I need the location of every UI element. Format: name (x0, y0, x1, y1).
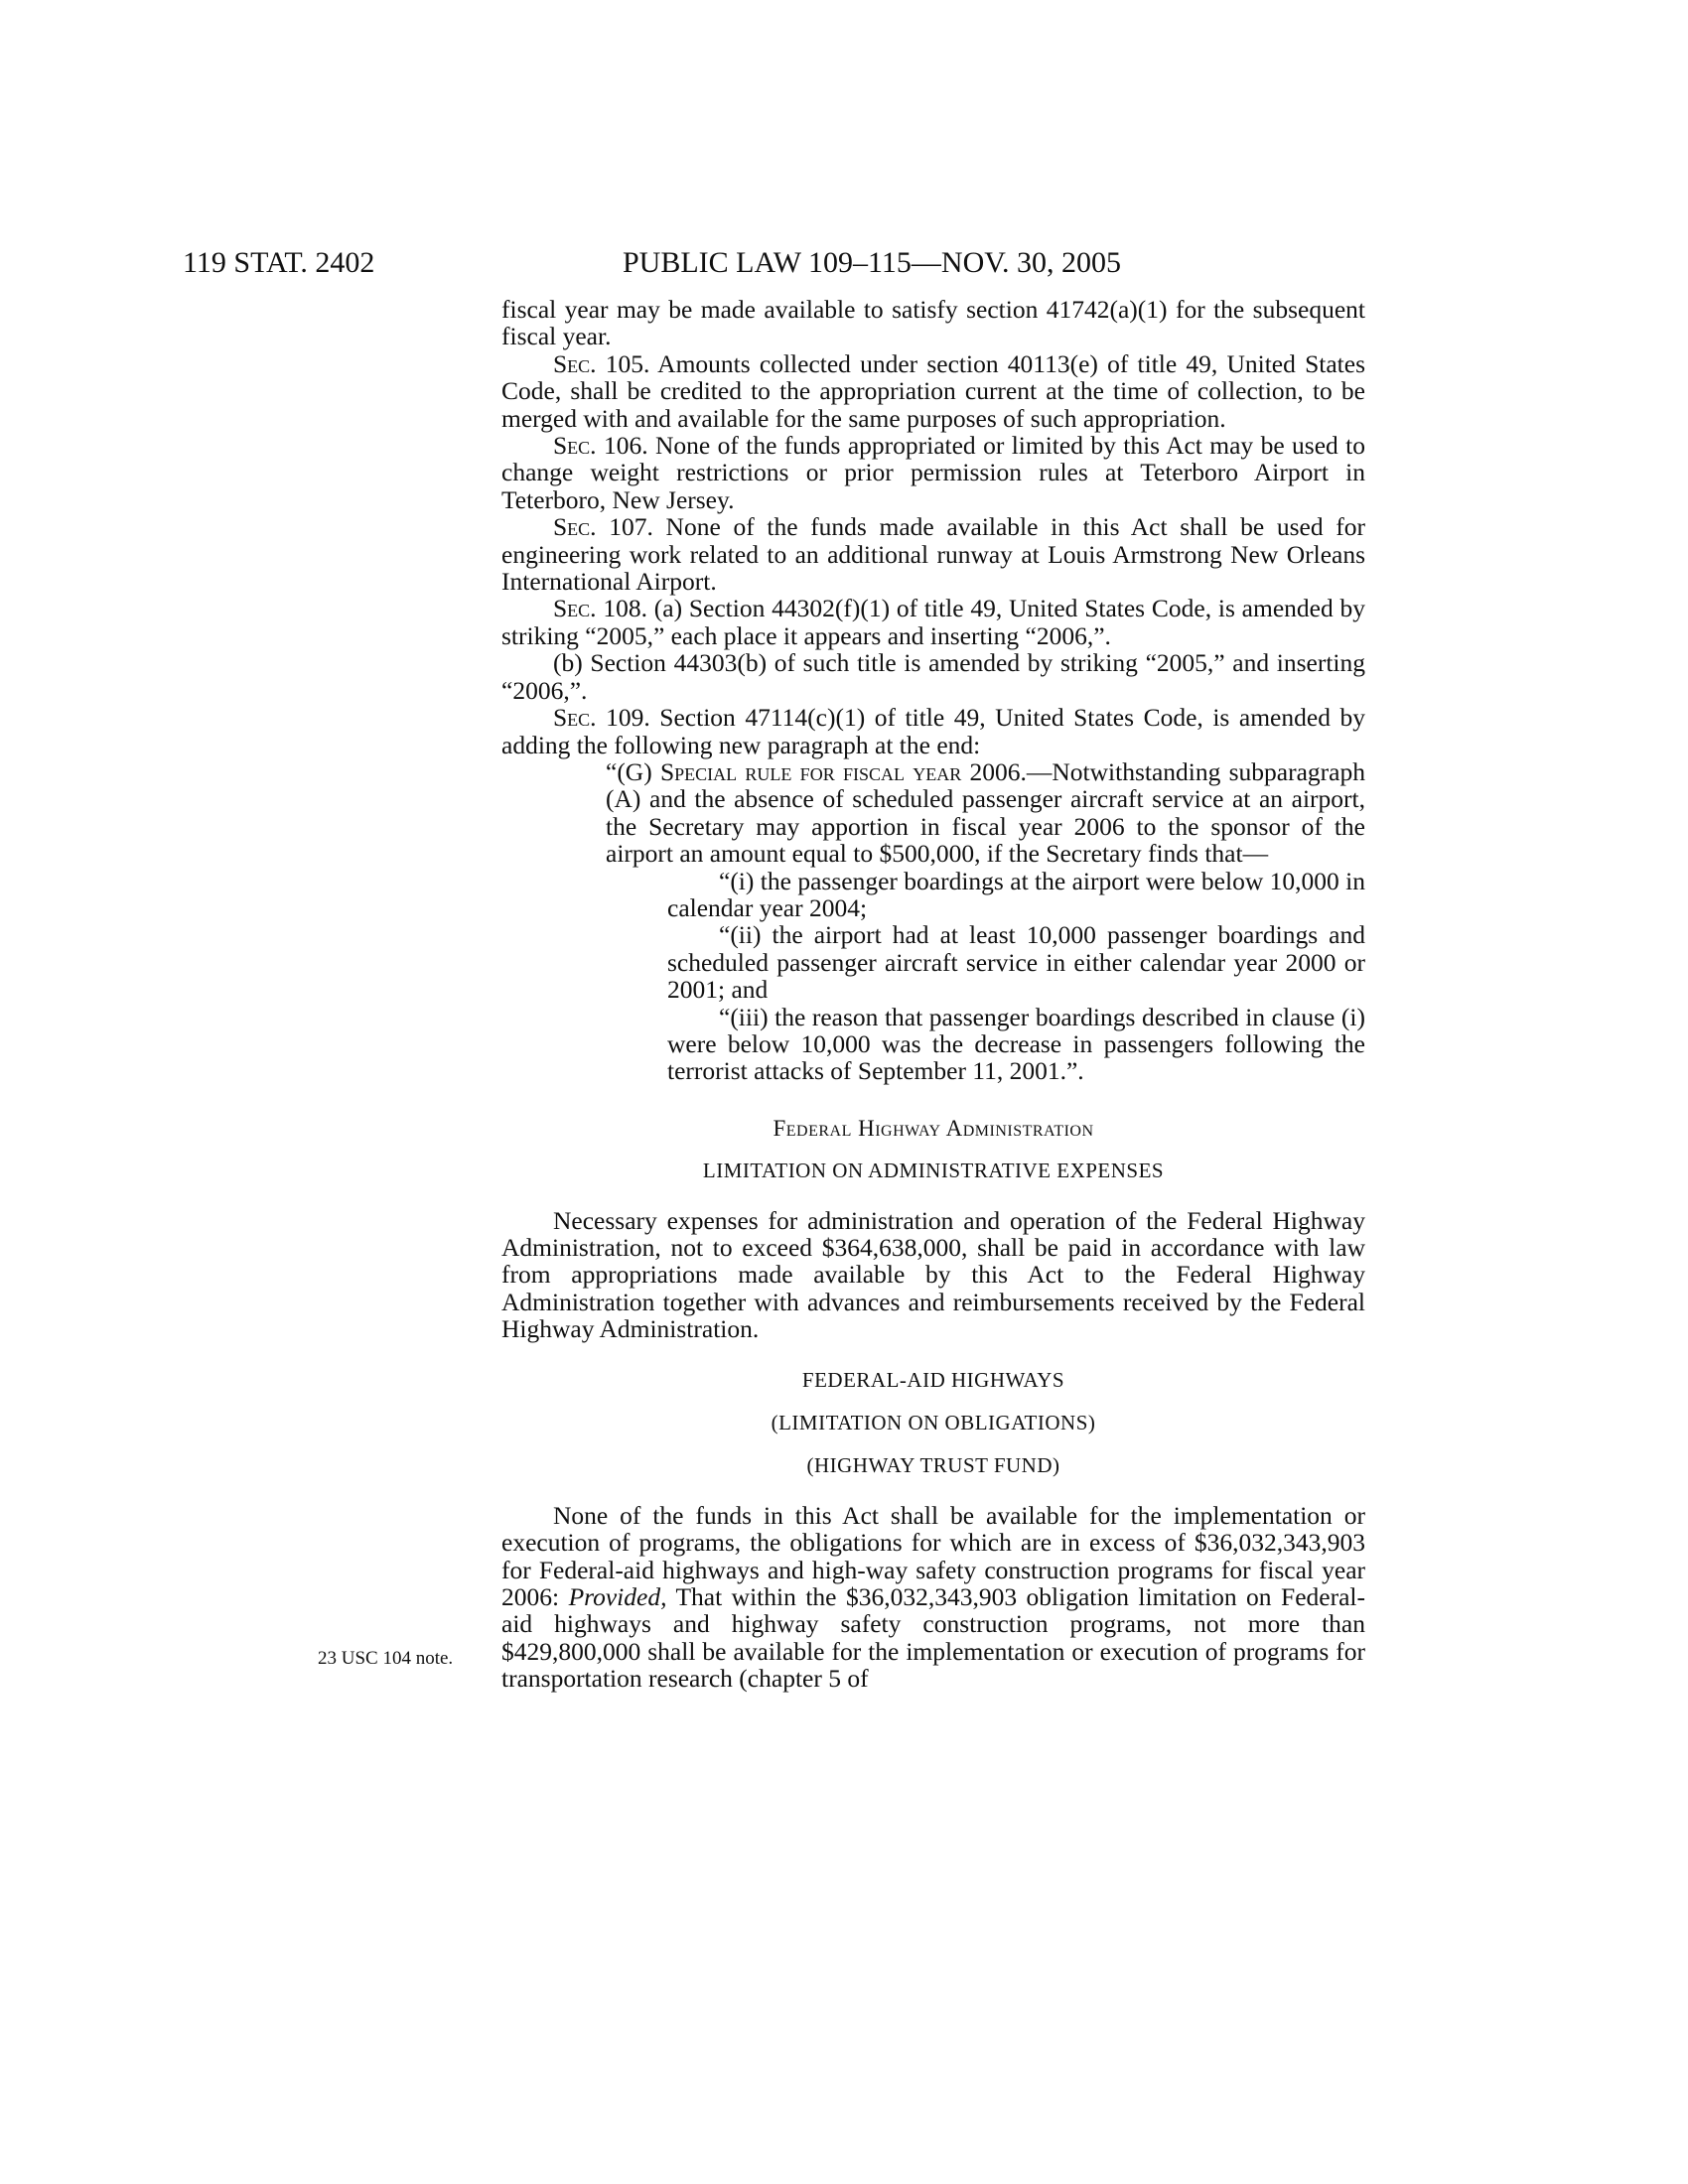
clause-iii: “(iii) the reason that passenger boardings described in clause (i) were below 10,000 was the decrease in passengers following the terrorist attacks of September 11, 2001.”. (667, 1002, 1365, 1086)
heading-limitation-administrative-expenses: LIMITATION ON ADMINISTRATIVE EXPENSES (702, 1159, 1165, 1183)
section-text: (a) Section 44302(f)(1) of title 49, United States Code, is amended by striking “2005,” each place it appears and inserting “2006,”. (501, 594, 1366, 650)
section-108-a (501, 595, 1365, 649)
section-text: Section 47114(c)(1) of title 49, United States Code, is amended by adding the following new paragraph at the end: (501, 703, 1365, 759)
heading-federal-highway-administration: Federal Highway Administration (773, 1115, 1094, 1141)
heading-highway-trust-fund: (HIGHWAY TRUST FUND) (806, 1453, 1060, 1478)
paragraph-g-text: —Notwithstanding subparagraph (A) and the absence of scheduled passenger aircraft service at an airport, the Secretary may apportion in fiscal year 2006 to the sponsor of the airport an amount equal to $500,000, if the Secretary finds that— (606, 756, 1365, 869)
section-label: Sec. 109. (553, 703, 650, 733)
section-106 (501, 432, 1365, 513)
obligation-limitation-paragraph (501, 1502, 1365, 1693)
document-body (501, 296, 1365, 1693)
section-label: Sec. 107. (553, 512, 653, 542)
statute-page-reference: 119 STAT. 2402 (183, 246, 375, 279)
section-text: Amounts collected under section 40113(e) of title 49, United States Code, shall be credited to the appropriation current at the time of collection, to be merged with and available for the same purposes of such appropriation. (501, 348, 1365, 433)
clause-ii: “(ii) the airport had at least 10,000 passenger boardings and scheduled passenger aircraft service in either calendar year 2000 or 2001; and (667, 920, 1365, 1005)
margin-note: 23 USC 104 note. (318, 1648, 454, 1669)
section-text: None of the funds made available in this Act shall be used for engineering work related to an additional runway at Louis Armstrong New Orleans International Airport. (501, 512, 1365, 597)
administrative-expenses-paragraph: Necessary expenses for administration and operation of the Federal Highway Administration, not to exceed $364,638,000, shall be paid in accordance with law from appropriations made available by this Act to the Federal Highway Administration together with advances and reimbursements received by the Federal Highway Administration. (501, 1205, 1365, 1344)
heading-federal-aid-highways: FEDERAL-AID HIGHWAYS (801, 1367, 1065, 1392)
obligation-text-a: None of the funds in this Act shall be available for the implementation or execution of programs, the obligations for which are in excess of $36,032,343,903 for Federal-aid highways and high-way safety construction programs for fiscal year 2006: (501, 1500, 1365, 1612)
heading-limitation-on-obligations: (LIMITATION ON OBLIGATIONS) (771, 1411, 1096, 1435)
section-label: Sec. 105. (553, 348, 650, 378)
continuation-paragraph: fiscal year may be made available to satisfy section 41742(a)(1) for the subsequent fiscal year. (501, 295, 1365, 351)
section-109 (501, 704, 1365, 758)
section-108-b: (b) Section 44303(b) of such title is amended by striking “2005,” and inserting “2006,”. (501, 648, 1365, 705)
section-label: Sec. 106. (553, 431, 648, 461)
public-law-reference: PUBLIC LAW 109–115—NOV. 30, 2005 (623, 246, 1122, 279)
paragraph-g-heading: Special rule for fiscal year 2006. (659, 756, 1027, 786)
section-105 (501, 350, 1365, 432)
section-text: None of the funds appropriated or limited by this Act may be used to change weight restrictions or prior permission rules at Teterboro Airport in Teterboro, New Jersey. (501, 431, 1365, 514)
paragraph-g-open: “(G) (606, 756, 660, 786)
section-107 (501, 513, 1365, 595)
paragraph-g (606, 758, 1365, 868)
page-header (0, 246, 1688, 286)
clause-i: “(i) the passenger boardings at the airport were below 10,000 in calendar year 2004; (667, 866, 1365, 922)
provided-term: Provided, (568, 1582, 667, 1612)
section-label: Sec. 108. (553, 594, 647, 623)
obligation-text-b: That within the $36,032,343,903 obligation limitation on Federal-aid highways and highway safety construction programs, not more than $429,800,000 shall be available for the implementation or execution of programs for transportation research (chapter 5 of (501, 1582, 1365, 1694)
